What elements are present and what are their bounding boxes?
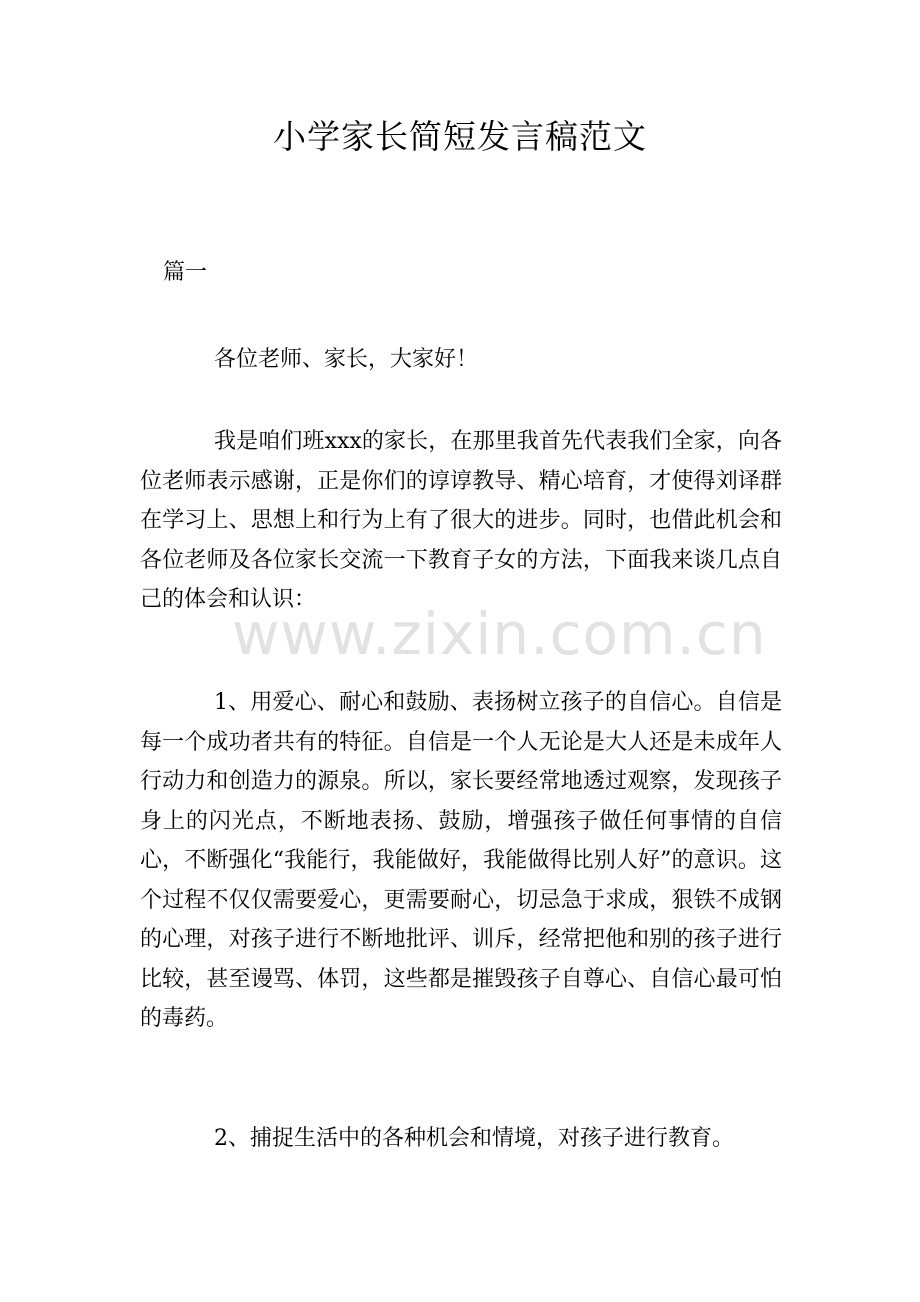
document-title: 小学家长简短发言稿范文 <box>273 117 647 156</box>
greeting-line: 各位老师、家长，大家好！ <box>214 347 479 372</box>
paragraph-intro: 我是咱们班xxx的家长，在那里我首先代表我们全家，向各位老师表示感谢，正是你们的谆谆教导、精心培育，才使得刘译群在学习上、思想上和行为上有了很大的进步。同时，也借此机会和各位老师及各位家长交流一下教育子女的方法，下面我来谈几点自己的体会和认识： <box>140 429 782 612</box>
paragraph-point-1: 1、用爱心、耐心和鼓励、表扬树立孩子的自信心。自信是每一个成功者共有的特征。自信是一个人无论是大人还是未成年人行动力和创造力的源泉。所以，家长要经常地透过观察，发现孩子身上的闪光点，不断地表扬、鼓励，增强孩子做任何事情的自信心，不断强化“我能行，我能做好，我能做得比别人好”的意识。这个过程不仅仅需要爱心，更需要耐心，切忌急于求成，狠铁不成钢的心理，对孩子进行不断地批评、训斥，经常把他和别的孩子进行比较，甚至谩骂、体罚，这些都是摧毁孩子自尊心、自信心最可怕的毒药。 <box>140 690 782 1031</box>
section-label: 篇一 <box>163 260 208 285</box>
paragraph-point-2: 2、捕捉生活中的各种机会和情境，对孩子进行教育。 <box>214 1126 734 1151</box>
watermark: www.zixin.com.cn <box>232 600 767 668</box>
